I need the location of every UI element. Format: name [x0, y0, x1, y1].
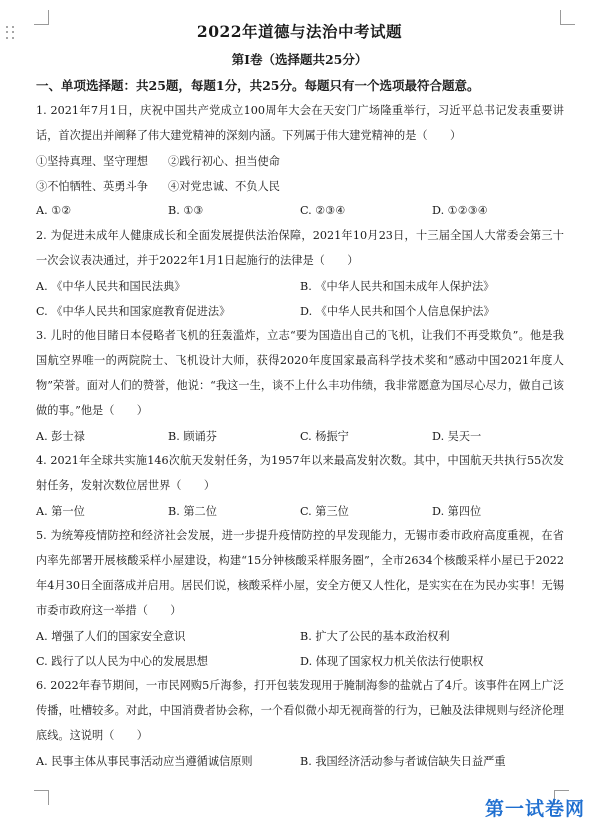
- question-6-stem: 6. 2022年春节期间，一市民网购5斤海参，打开包装发现用于腌制海参的盐就占了4斤。该事件在网上广泛传播，吐槽较多。对此，中国消费者协会称，一个看似微小却无视商誉的行为，已触及法律规则与经济伦理底线。这说明（ ）: [36, 679, 564, 742]
- question-list: [36, 98, 564, 773]
- statement: ③不怕牺牲、英勇斗争: [36, 179, 148, 193]
- section-heading: 一、单项选择题：共25题，每题1分，共25分。每题只有一个选项最符合题意。: [36, 78, 480, 93]
- option-a: A. 第一位: [36, 504, 85, 518]
- site-watermark: 第一试卷网: [484, 798, 585, 820]
- question-5-stem: 5. 为统筹疫情防控和经济社会发展，进一步提升疫情防控的早发现能力，无锡市委市政府高度重视，在省内率先部署开展核酸采样小屋建设，构建“15分钟核酸采样服务圈”，全市2634个核酸采样小屋已于2022年4月30日全面落成并启用。居民们说，核酸采样小屋，安全方便又人性化，是实实在在为民办实事！无锡市委市政府这一举措（ ）: [36, 529, 564, 617]
- question-3-stem: 3. 儿时的他目睹日本侵略者飞机的狂轰滥炸，立志“要为国造出自己的飞机，让我们不再受欺负”。他是我国航空界唯一的两院院士、飞机设计大师，获得2020年度国家最高科学技术奖和“感动中国2021年度人物”荣誉。面对人们的赞誉，他说：“我这一生，谈不上什么丰功伟绩，我非常愿意为国尽心尽力，做自己该做的事。”他是（ ）: [36, 329, 564, 417]
- option-d: D. 吴天一: [432, 429, 482, 443]
- question-1-statements-row-1: [36, 148, 564, 173]
- statement: ④对党忠诚、不负人民: [168, 179, 280, 193]
- paper-subtitle: 第Ⅰ卷（选择题共25分）: [231, 52, 368, 67]
- question-4-options: [36, 498, 564, 523]
- statement: ②践行初心、担当使命: [168, 154, 280, 168]
- option-b: B. 扩大了公民的基本政治权利: [300, 629, 450, 643]
- question-6-options-row-1: [36, 748, 564, 773]
- crop-mark-bottom-left: [34, 790, 49, 805]
- option-c: C. 践行了以人民为中心的发展思想: [36, 654, 208, 668]
- question-2-stem: 2. 为促进未成年人健康成长和全面发展提供法治保障，2021年10月23日，十三届全国人大常委会第三十一次会议表决通过，并于2022年1月1日起施行的法律是（ ）: [36, 229, 564, 267]
- option-a: A. 民事主体从事民事活动应当遵循诚信原则: [36, 754, 253, 768]
- question-1-options: [36, 198, 564, 223]
- option-d: D. ①②③④: [432, 204, 488, 217]
- statement: ①坚持真理、坚守理想: [36, 154, 148, 168]
- option-c: C. 杨振宁: [300, 429, 349, 443]
- question-3-options: [36, 423, 564, 448]
- option-a: A. 彭士禄: [36, 429, 85, 443]
- option-b: B. 《中华人民共和国未成年人保护法》: [300, 279, 495, 293]
- option-c: C. 《中华人民共和国家庭教育促进法》: [36, 304, 231, 318]
- option-c: C. ②③④: [300, 204, 346, 217]
- question-2-options-row-1: [36, 273, 564, 298]
- exam-title: 2022年道德与法治中考试题: [196, 22, 403, 41]
- question-5-options-row-1: [36, 623, 564, 648]
- option-b: B. 顾诵芬: [168, 429, 217, 443]
- question-2-options-row-2: [36, 298, 564, 323]
- option-a: A. ①②: [36, 204, 72, 217]
- option-d: D. 《中华人民共和国个人信息保护法》: [300, 304, 495, 318]
- option-b: B. 我国经济活动参与者诚信缺失日益严重: [300, 754, 506, 768]
- question-1-stem: 1. 2021年7月1日，庆祝中国共产党成立100周年大会在天安门广场隆重举行，习近平总书记发表重要讲话，首次提出并阐释了伟大建党精神的深刻内涵。下列属于伟大建党精神的是（ ）: [36, 104, 564, 142]
- option-b: B. 第二位: [168, 504, 217, 518]
- option-a: A. 《中华人民共和国民法典》: [36, 279, 186, 293]
- option-a: A. 增强了人们的国家安全意识: [36, 629, 186, 643]
- question-1-statements-row-2: [36, 173, 564, 198]
- option-d: D. 第四位: [432, 504, 482, 518]
- question-5-options-row-2: [36, 648, 564, 673]
- option-c: C. 第三位: [300, 504, 349, 518]
- option-b: B. ①③: [168, 204, 204, 217]
- option-d: D. 体现了国家权力机关依法行使职权: [300, 654, 484, 668]
- question-4-stem: 4. 2021年全球共实施146次航天发射任务，为1957年以来最高发射次数。其中，中国航天共执行55次发射任务，发射次数位居世界（ ）: [36, 454, 564, 492]
